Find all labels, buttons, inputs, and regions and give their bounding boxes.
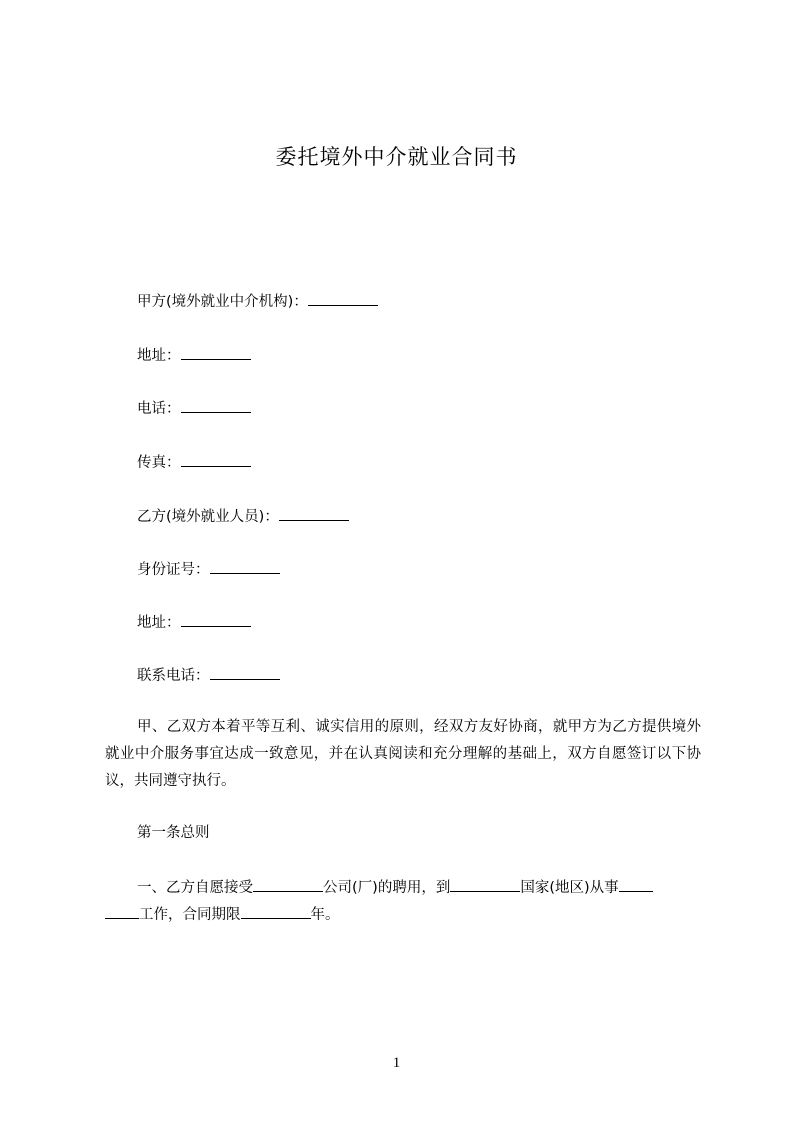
fax-a-field — [137, 452, 251, 473]
clause-1-part-4: 工作，合同期限 — [139, 907, 241, 923]
phone-a-blank — [181, 398, 251, 413]
clause-1-part-1: 一、乙方自愿接受 — [137, 880, 253, 896]
phone-a-field — [137, 398, 251, 419]
clause-1-part-2: 公司(厂)的聘用，到 — [323, 880, 451, 896]
address-a-field — [137, 345, 251, 366]
id-number-blank — [210, 559, 280, 574]
address-b-label: 地址： — [137, 615, 181, 631]
job-blank-start — [619, 876, 653, 892]
party-a-blank — [308, 291, 378, 306]
country-blank — [450, 876, 520, 892]
fax-a-label: 传真： — [137, 455, 181, 471]
fax-a-blank — [181, 452, 251, 467]
party-a-field — [137, 291, 378, 312]
address-a-blank — [181, 345, 251, 360]
phone-a-label: 电话： — [137, 401, 181, 417]
contact-phone-blank — [210, 665, 280, 680]
id-number-label: 身份证号： — [137, 562, 210, 578]
term-blank — [241, 903, 311, 919]
article-1-heading: 第一条总则 — [137, 825, 210, 841]
id-number-field — [137, 559, 280, 580]
document-title: 委托境外中介就业合同书 — [275, 145, 518, 169]
contact-phone-field — [137, 665, 280, 686]
clause-1-line-1 — [105, 875, 705, 902]
clause-1-part-5: 年。 — [310, 907, 340, 923]
party-b-blank — [279, 506, 349, 521]
clause-1-line-2 — [105, 902, 705, 929]
address-b-field — [137, 612, 251, 633]
page-number: 1 — [392, 1055, 401, 1071]
clause-1 — [105, 875, 705, 929]
job-blank-end — [105, 903, 139, 919]
preamble-paragraph: 甲、乙双方本着平等互利、诚实信用的原则，经双方友好协商，就甲方为乙方提供境外就业中介服务事宜达成一致意见，并在认真阅读和充分理解的基础上，双方自愿签订以下协议，共同遵守执行。 — [105, 719, 701, 789]
party-b-label: 乙方(境外就业人员)： — [137, 509, 279, 525]
address-b-blank — [181, 612, 251, 627]
address-a-label: 地址： — [137, 348, 181, 364]
clause-1-part-3: 国家(地区)从事 — [520, 880, 619, 896]
party-a-label: 甲方(境外就业中介机构)： — [137, 294, 308, 310]
employer-blank — [253, 876, 323, 892]
contact-phone-label: 联系电话： — [137, 668, 210, 684]
party-b-field — [137, 506, 349, 527]
